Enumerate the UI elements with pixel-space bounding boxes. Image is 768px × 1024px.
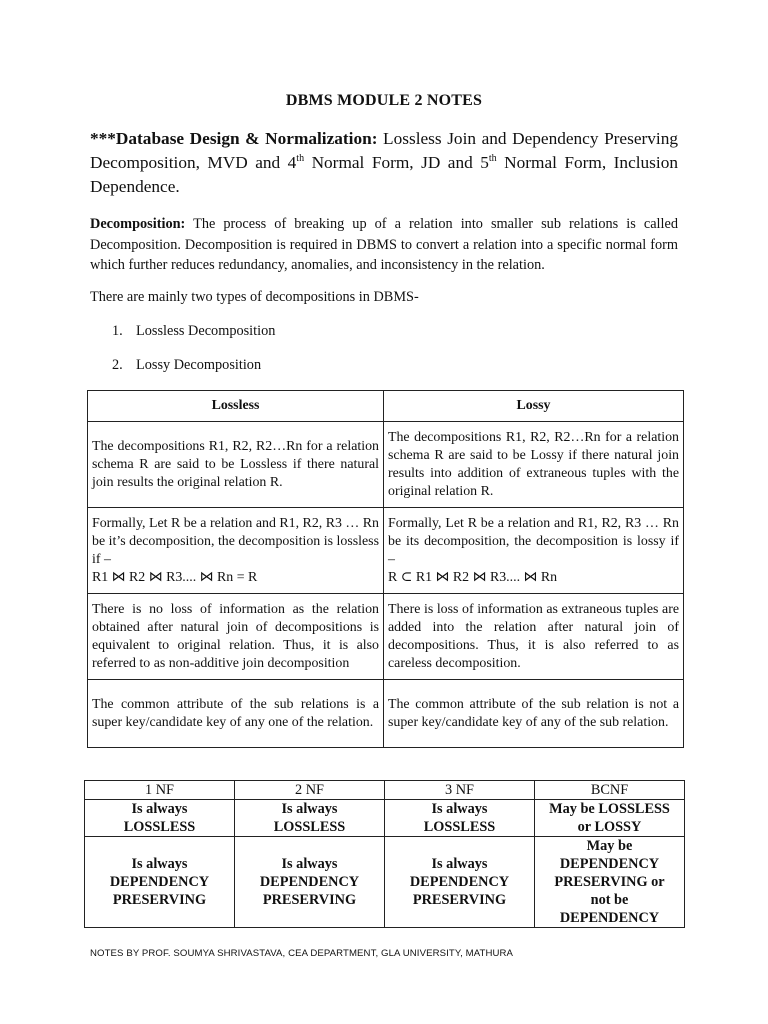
lossy-formula: R ⊂ R1 ⋈ R2 ⋈ R3.... ⋈ Rn xyxy=(388,569,558,585)
cell-line: Is always xyxy=(281,801,338,817)
decomposition-text: The process of breaking up of a relation into smaller sub relations is called Decomposition. Decomposition is required in DBMS to convert a relation into a specific normal form which further reduces redundancy, anomalies, and inconsistency in the relation. xyxy=(90,216,678,273)
cell-line: DEPENDENCY xyxy=(559,910,660,926)
table-row xyxy=(88,508,684,594)
table-header-row xyxy=(85,781,685,800)
table-row xyxy=(88,594,684,680)
cell-3nf-lossless xyxy=(385,800,535,837)
list-item xyxy=(112,357,261,374)
lossless-cell: There is no loss of information as the relation obtained after natural join of decompositions is equivalent to original relation. Thus, it is also referred to as non-additive join decomposition xyxy=(88,594,384,680)
heading-sup-a: th xyxy=(296,153,305,165)
table-header-row xyxy=(88,391,684,422)
cell-3nf-dependency xyxy=(385,837,535,928)
lossless-cell: The decompositions R1, R2, R2…Rn for a relation schema R are said to be Lossless if there natural join results the original relation R. xyxy=(88,422,384,508)
lossy-cell: The common attribute of the sub relation is not a super key/candidate key of any of the sub relation. xyxy=(384,680,684,748)
normal-forms-table xyxy=(84,780,685,928)
cell-line: not be xyxy=(590,892,629,908)
lossy-cell: The decompositions R1, R2, R2…Rn for a relation schema R are said to be Lossy if there natural join results into addition of extraneous tuples with the original relation R. xyxy=(384,422,684,508)
table-row-lossless xyxy=(85,800,685,837)
page-title: DBMS MODULE 2 NOTES xyxy=(285,92,483,109)
table-row xyxy=(88,680,684,748)
cell-1nf-dependency xyxy=(85,837,235,928)
list-number: 1. xyxy=(112,323,123,339)
cell-line: LOSSLESS xyxy=(423,819,496,835)
cell-line: PRESERVING xyxy=(112,892,207,908)
lossless-text: Formally, Let R be a relation and R1, R2, R3 … Rn be it’s decomposition, the decomposition is lossless if – xyxy=(92,515,379,567)
cell-line: May be LOSSLESS xyxy=(549,801,670,817)
header-bcnf: BCNF xyxy=(535,781,685,800)
intro-text: There are mainly two types of decompositions in DBMS- xyxy=(90,289,419,305)
cell-line: Is always xyxy=(431,801,488,817)
footer-credit: NOTES BY PROF. SOUMYA SHRIVASTAVA, CEA DEPARTMENT, GLA UNIVERSITY, MATHURA xyxy=(90,948,514,959)
list-label: Lossy Decomposition xyxy=(136,357,262,373)
cell-bcnf-lossless xyxy=(535,800,685,837)
cell-2nf-dependency xyxy=(235,837,385,928)
lossy-cell xyxy=(384,508,684,594)
table-row-dependency xyxy=(85,837,685,928)
heading-text-b: Normal Form, JD and 5 xyxy=(304,153,489,172)
cell-line: DEPENDENCY xyxy=(259,874,360,890)
header-2nf: 2 NF xyxy=(235,781,385,800)
table-row xyxy=(88,422,684,508)
cell-line: or LOSSY xyxy=(577,819,642,835)
decomposition-paragraph xyxy=(90,214,678,276)
cell-line: Is always xyxy=(131,801,188,817)
cell-2nf-lossless xyxy=(235,800,385,837)
lossy-text: Formally, Let R be a relation and R1, R2, R3 … Rn be its decomposition, the decomposition is lossy if – xyxy=(388,515,679,567)
heading-text-c: Normal Form, Inclusion Dependence. xyxy=(90,153,678,196)
cell-line: Is always xyxy=(431,856,488,872)
section-heading xyxy=(90,127,678,199)
cell-line: Is always xyxy=(281,856,338,872)
cell-line: Is always xyxy=(131,856,188,872)
cell-bcnf-dependency xyxy=(535,837,685,928)
cell-line: DEPENDENCY xyxy=(109,874,210,890)
heading-bold: ***Database Design & Normalization: xyxy=(90,129,378,148)
header-lossy: Lossy xyxy=(384,391,684,422)
cell-line: DEPENDENCY xyxy=(409,874,510,890)
heading-sup-b: th xyxy=(488,153,497,165)
list-item xyxy=(112,323,275,340)
cell-line: DEPENDENCY xyxy=(559,856,660,872)
heading-text-a: Lossless Join and Dependency Preserving Decomposition, MVD and 4 xyxy=(90,129,678,172)
lossless-lossy-table xyxy=(87,390,684,748)
cell-line: LOSSLESS xyxy=(273,819,346,835)
lossless-formula: R1 ⋈ R2 ⋈ R3.... ⋈ Rn = R xyxy=(92,569,258,585)
lossy-cell: There is loss of information as extraneous tuples are added into the relation after natural join of decompositions. Thus, it is also referred to as careless decomposition. xyxy=(384,594,684,680)
cell-line: May be xyxy=(586,838,633,854)
cell-1nf-lossless xyxy=(85,800,235,837)
cell-line: PRESERVING xyxy=(412,892,507,908)
cell-line: LOSSLESS xyxy=(123,819,196,835)
list-label: Lossless Decomposition xyxy=(136,323,276,339)
cell-line: PRESERVING or xyxy=(554,874,665,890)
header-3nf: 3 NF xyxy=(385,781,535,800)
list-number: 2. xyxy=(112,357,123,373)
cell-line: PRESERVING xyxy=(262,892,357,908)
header-lossless: Lossless xyxy=(88,391,384,422)
header-1nf: 1 NF xyxy=(85,781,235,800)
decomposition-label: Decomposition: xyxy=(90,216,186,232)
lossless-cell: The common attribute of the sub relations is a super key/candidate key of any one of the relation. xyxy=(88,680,384,748)
lossless-cell xyxy=(88,508,384,594)
